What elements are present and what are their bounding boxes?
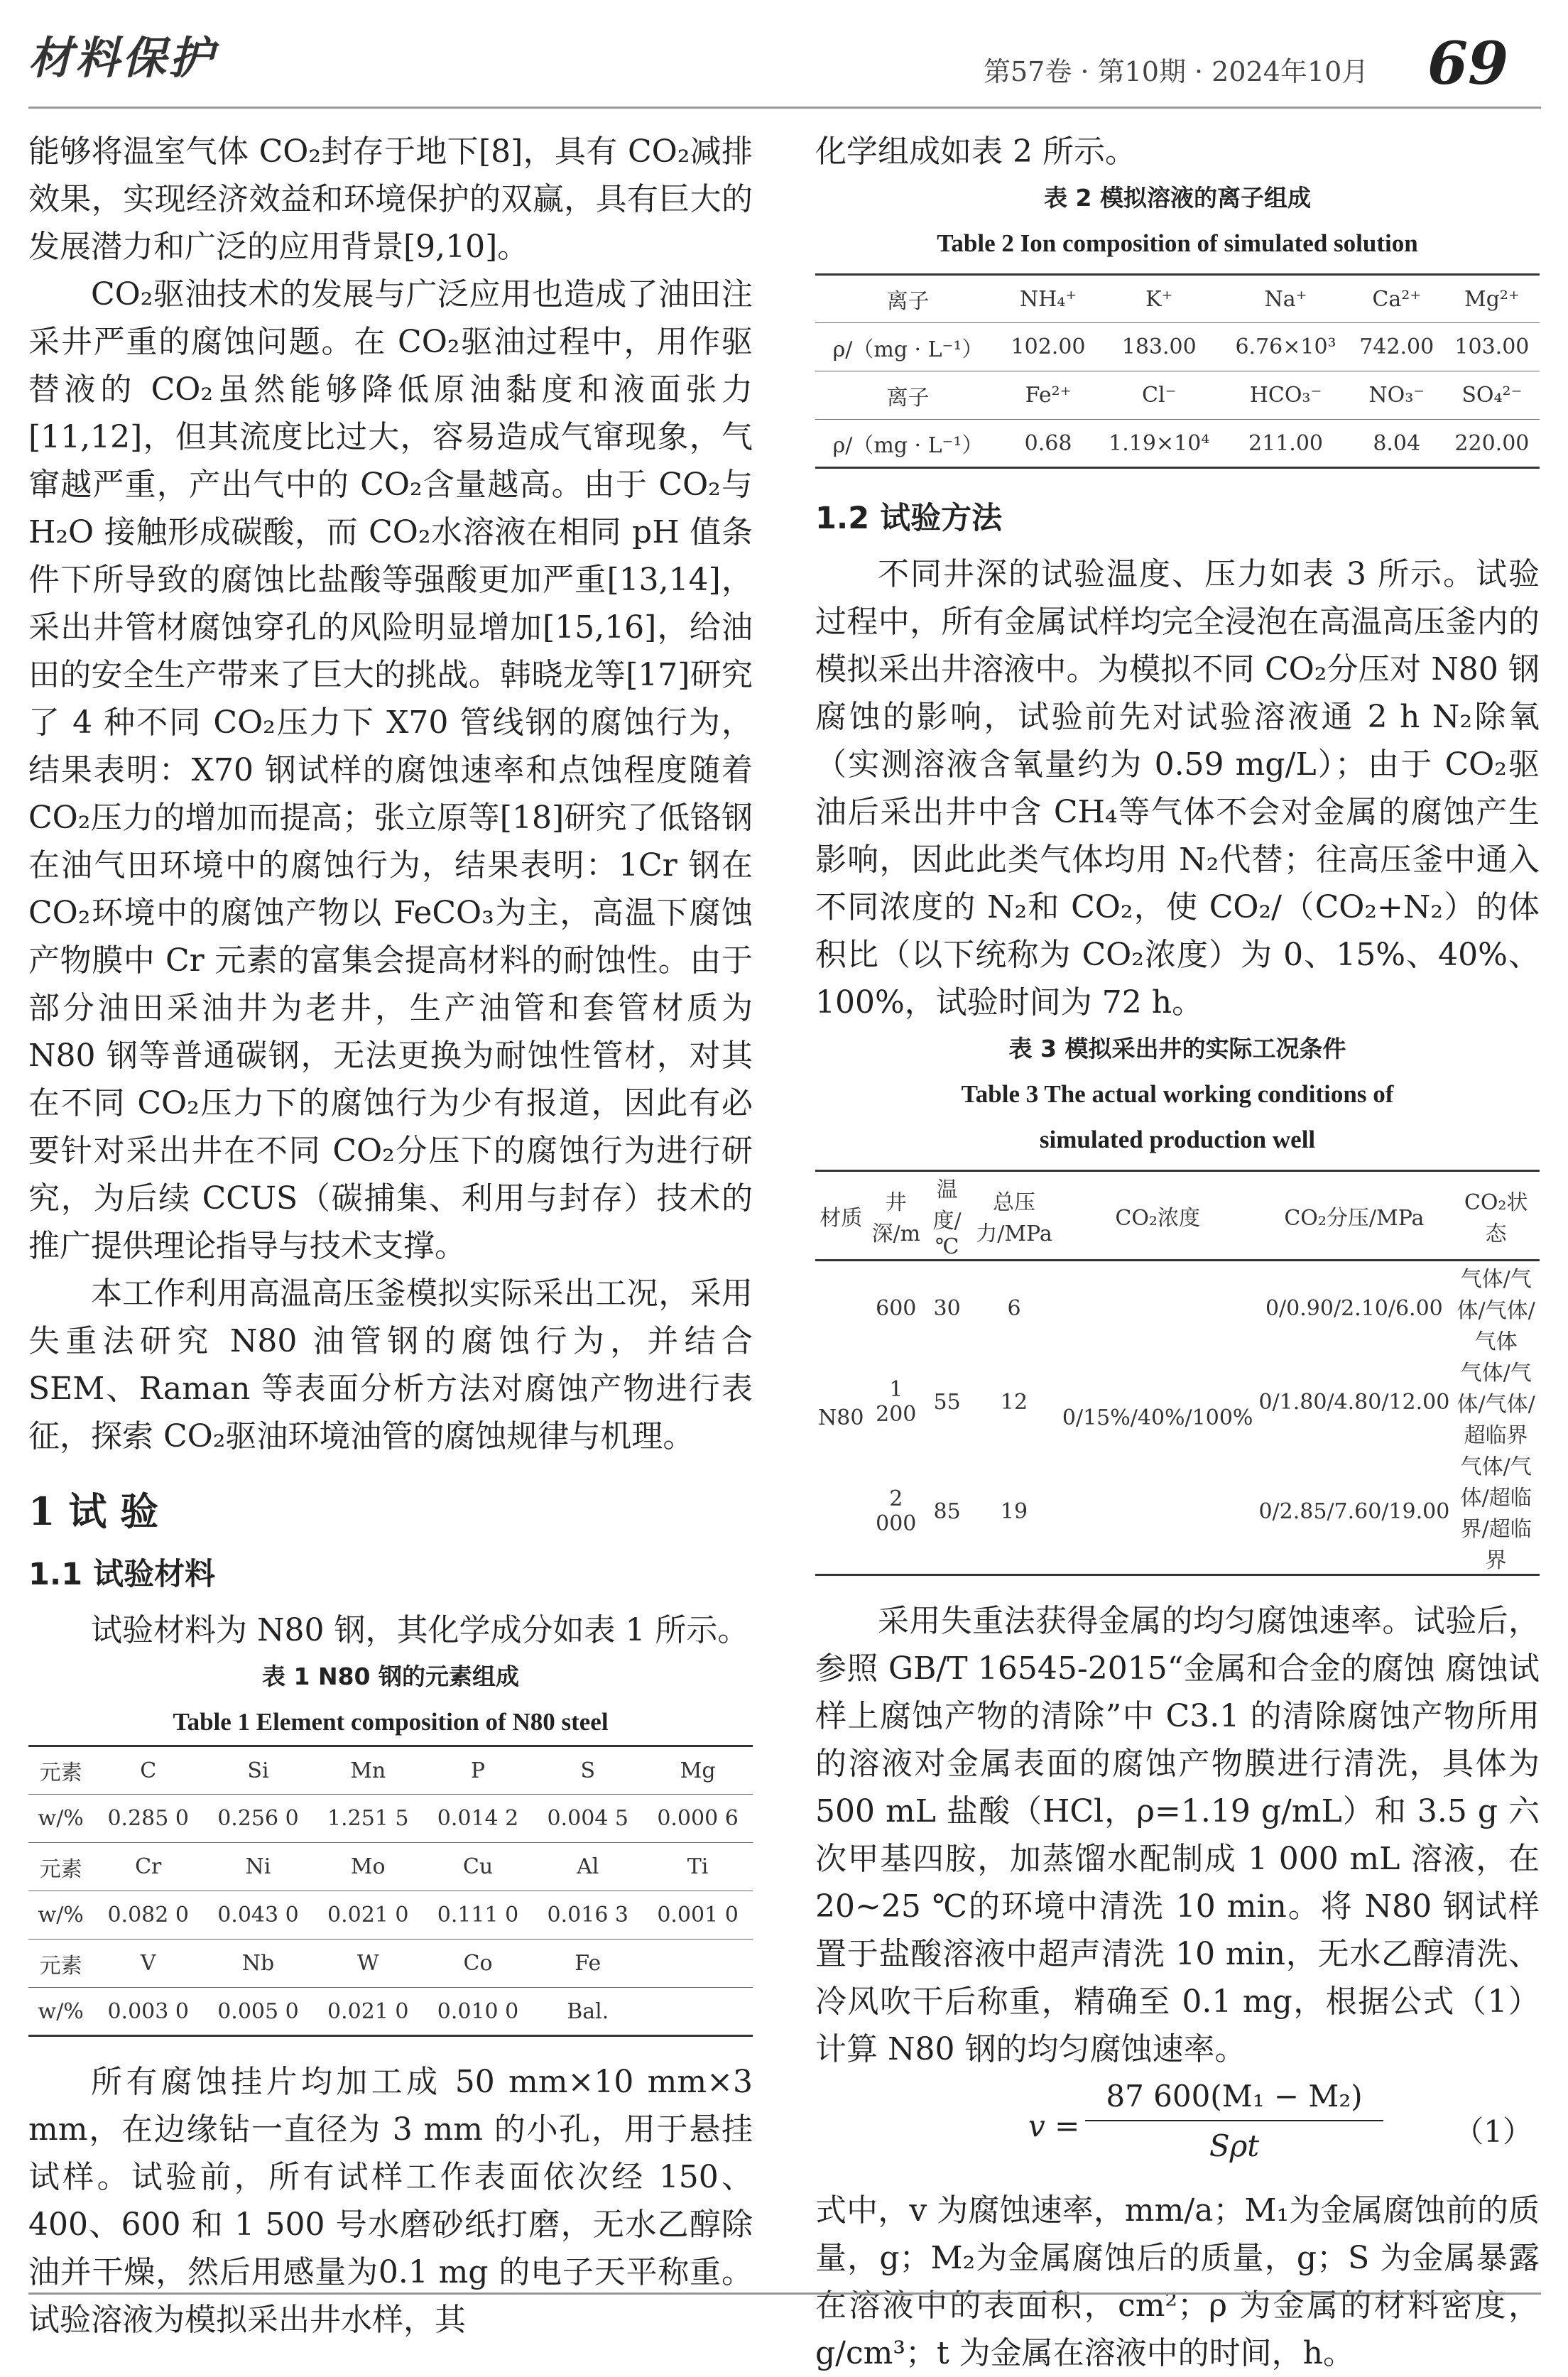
table-cell: 6.76×10³ [1235,334,1336,359]
table-cell: 气体/气体/超临界/超临界 [1460,1454,1532,1573]
table-header: 材质 [820,1205,863,1231]
table-cell: 183.00 [1121,334,1197,359]
table-cell: ρ/（mg · L⁻¹） [832,433,984,458]
page-header [0,0,1568,107]
table-cell: 742.00 [1359,334,1434,359]
table-cell: 0.005 0 [217,1998,299,2024]
table-cell: 19 [1000,1498,1028,1524]
table-cell: ρ/（mg · L⁻¹） [832,337,984,362]
table-cell: 0.043 0 [217,1903,299,1927]
fraction-bar [1085,2120,1383,2121]
table-cell: Mg [680,1758,716,1783]
table-cell: 离子 [886,289,930,314]
table-cell: 0.003 0 [107,1998,189,2024]
left-column [28,128,753,2344]
table-cell: w/% [38,1806,84,1831]
table-cell: 0/0.90/2.10/6.00 [1265,1295,1443,1321]
table-cell: 0.001 0 [657,1903,739,1927]
table-cell: NH₄⁺ [1019,286,1077,312]
table-cell: 211.00 [1248,430,1323,456]
table-cell: Cu [462,1854,494,1879]
table-cell: V [140,1951,156,1976]
table-cell: 1 200 [876,1377,917,1427]
table-cell: 2 000 [876,1486,917,1536]
table-cell: Fe²⁺ [1025,383,1072,408]
paragraph: 试验材料为 N80 钢，其化学成分如表 1 所示。 [91,1612,749,1648]
header-rule [28,107,1541,109]
paragraph: 本工作利用高温高压釜模拟实际采出工况，采用失重法研究 N80 油管钢的腐蚀行为，并结合 SEM、Raman 等表面分析方法对腐蚀产物进行表征，探索 CO₂驱油环境油管的腐蚀规律与机理。 [28,1275,753,1454]
table-cell: 0/2.85/7.60/19.00 [1258,1498,1450,1524]
table-cell: 0.111 0 [437,1903,519,1927]
subsection-heading: 1.1 试验材料 [28,1557,216,1592]
equation-numerator: 87 600(M₁ − M₂) [1106,2079,1363,2114]
subsection-heading: 1.2 试验方法 [815,501,1003,536]
right-column [815,128,1540,2377]
table-header: 总压力/MPa [976,1190,1052,1246]
table-cell: 8.04 [1373,430,1421,456]
table1 [28,1745,753,2037]
table-cell: 0.021 0 [327,1903,409,1927]
page-number: 69 [1427,30,1509,98]
table-cell: Ti [687,1854,709,1879]
paragraph: 所有腐蚀挂片均加工成 50 mm×10 mm×3 mm，在边缘钻一直径为 3 mm 的小孔，用于悬挂试样。试验前，所有试样工作表面依次经 150、400、600 和 1 500 号水磨砂纸打磨，无水乙醇除油并干燥，然后用感量为0.1 mg 的电子天平称重。试验溶液为模拟采出井水样，其 [28,2064,753,2338]
table-cell: 元素 [39,1856,82,1882]
table2-caption-en: Table 2 Ion composition of simulated solution [937,229,1418,257]
journal-logo: 材料保护 [28,32,217,84]
table-cell: 离子 [886,385,930,410]
table-cell: 0.68 [1024,430,1072,456]
table-cell: 0/1.80/4.80/12.00 [1258,1389,1450,1415]
equation-1 [815,2073,1540,2187]
table3-caption-en: Table 3 The actual working conditions of [961,1080,1394,1108]
table-cell: 1.251 5 [327,1806,409,1831]
table-header: CO₂分压/MPa [1284,1205,1425,1231]
paragraph: 采用失重法获得金属的均匀腐蚀速率。试验后，参照 GB/T 16545-2015“金属和合金的腐蚀 腐蚀试样上腐蚀产物的清除”中 C3.1 的清除腐蚀产物所用的溶液对金属表面的腐蚀产物膜进行清洗，具体为 500 mL 盐酸（HCl，ρ=1.19 g/mL）和 3.5 g 六次甲基四胺，加蒸馏水配制成 1 000 mL 溶液，在 20~25 ℃的环境中清洗 10 min。将 N80 钢试样置于盐酸溶液中超声清洗 10 min，无水乙醇清洗、冷风吹干后称重，精确至 0.1 mg，根据公式（1）计算 N80 钢的均匀腐蚀速率。 [815,1603,1540,2067]
table-cell: K⁺ [1145,286,1173,312]
issue-info: 第57卷 · 第10期 · 2024年10月 [984,56,1369,87]
table-cell [643,1988,753,2036]
equation-lhs: v = [1028,2109,1080,2143]
table3 [815,1170,1540,1576]
table-cell: Nb [241,1951,275,1976]
table-cell: 600 [876,1295,917,1321]
table-cell: Co [463,1951,493,1976]
footer-rule [28,2292,1541,2295]
table-cell: 103.00 [1454,334,1530,359]
table-cell: 元素 [39,1953,82,1979]
table-header: CO₂浓度 [1115,1205,1200,1231]
table-cell: 55 [933,1389,961,1415]
table-cell: Si [247,1758,269,1783]
equation-number: （1） [1454,2114,1532,2149]
table-cell: 1.19×10⁴ [1109,430,1210,456]
table-cell: Al [577,1854,599,1879]
equation-denominator: Sρt [1209,2128,1260,2163]
table-cell: 0.004 5 [547,1806,629,1831]
table-cell [643,1940,753,1988]
table-cell: 0.010 0 [437,1998,519,2024]
table-cell: SO₄²⁻ [1461,383,1523,408]
table-cell: 0.016 3 [547,1903,629,1927]
table-cell: 6 [1007,1295,1021,1321]
paragraph: 不同井深的试验温度、压力如表 3 所示。试验过程中，所有金属试样均完全浸泡在高温高压釜内的模拟采出井溶液中。为模拟不同 CO₂分压对 N80 钢腐蚀的影响，试验前先对试验溶液通 2 h N₂除氧（实测溶液含氧量约为 0.59 mg/L）；由于 CO₂驱油后采出井中含 CH₄等气体不会对金属的腐蚀产生影响，因此此类气体均用 N₂代替；往高压釜中通入不同浓度的 N₂和 CO₂，使 CO₂/（CO₂+N₂）的体积比（以下统称为 CO₂浓度）为 0、15%、40%、100%，试验时间为 72 h。 [815,556,1540,1021]
section-heading: 1 试 验 [28,1489,159,1534]
table2-caption-cn: 表 2 模拟溶液的离子组成 [1044,184,1311,212]
paragraph: CO₂驱油技术的发展与广泛应用也造成了油田注采井严重的腐蚀问题。在 CO₂驱油过程中，用作驱替液的 CO₂虽然能够降低原油黏度和液面张力[11,12]，但其流度比过大，容易造成气窜现象，气窜越严重，产出气中的 CO₂含量越高。由于 CO₂与 H₂O 接触形成碳酸，而 CO₂水溶液在相同 pH 值条件下所导致的腐蚀比盐酸等强酸更加严重[13,14]，采出井管材腐蚀穿孔的风险明显增加[15,16]，给油田的安全生产带来了巨大的挑战。韩晓龙等[17]研究了 4 种不同 CO₂压力下 X70 管线钢的腐蚀行为，结果表明：X70 钢试样的腐蚀速率和点蚀程度随着 CO₂压力的增加而提高；张立原等[18]研究了低铬钢在油气田环境中的腐蚀行为，结果表明：1Cr 钢在 CO₂环境中的腐蚀产物以 FeCO₃为主，高温下腐蚀产物膜中 Cr 元素的富集会提高材料的耐蚀性。由于部分油田采油井为老井，生产油管和套管材质为 N80 钢等普通碳钢，无法更换为耐蚀性管材，对其在不同 CO₂压力下的腐蚀行为少有报道，因此有必要针对采出井在不同 CO₂分压下的腐蚀行为进行研究，为后续 CCUS（碳捕集、利用与封存）技术的推广提供理论指导与技术支撑。 [28,276,753,1264]
table-cell: Na⁺ [1264,286,1307,312]
table-cell: Mg²⁺ [1464,286,1520,312]
table-cell: Ni [245,1854,271,1879]
table-cell: 0.021 0 [327,1998,409,2024]
paragraph: 能够将温室气体 CO₂封存于地下[8]，具有 CO₂减排效果，实现经济效益和环境保护的双赢，具有巨大的发展潜力和广泛的应用背景[9,10]。 [28,134,753,265]
table-cell: Mo [350,1854,386,1879]
table-cell: 30 [933,1295,961,1321]
table-cell: Mn [350,1758,386,1783]
table-cell: Ca²⁺ [1372,286,1422,312]
table3-caption-cn: 表 3 模拟采出井的实际工况条件 [1008,1035,1346,1062]
table-cell: Fe [575,1951,601,1976]
table-cell: 元素 [39,1761,82,1785]
table-cell: W [356,1951,379,1976]
table1-caption-en: Table 1 Element composition of N80 steel [173,1708,609,1736]
table-cell: 0.082 0 [107,1903,189,1927]
table-cell: 220.00 [1454,430,1530,456]
table-cell: 12 [1000,1389,1028,1415]
paragraph: 化学组成如表 2 所示。 [815,134,1136,170]
table-cell: C [140,1758,157,1783]
table-cell: 0.256 0 [217,1806,299,1831]
table-cell: 0.014 2 [437,1806,519,1831]
table-cell: Cr [135,1854,162,1879]
table-cell: 0.000 6 [657,1806,739,1831]
table3-caption-en: simulated production well [1039,1126,1316,1153]
table-cell: HCO₃⁻ [1249,383,1322,408]
table-cell: NO₃⁻ [1368,383,1425,408]
paragraph: 式中，v 为腐蚀速率，mm/a；M₁为金属腐蚀前的质量，g；M₂为金属腐蚀后的质量，g；S 为金属暴露在溶液中的表面积，cm²；ρ 为金属的材料密度，g/cm³；t 为金属在溶液中的时间，h。 [815,2192,1540,2371]
table2 [815,273,1540,469]
table-header: CO₂状态 [1464,1190,1528,1246]
table1-caption-cn: 表 1 N80 钢的元素组成 [262,1663,519,1690]
table-cell: w/% [38,1903,84,1927]
table-cell: N80 [818,1405,864,1430]
table-cell: 85 [933,1498,961,1524]
table-header: 温度/℃ [932,1177,962,1259]
table-cell: w/% [38,1998,84,2024]
table-header: 井深/m [871,1190,921,1246]
table-cell: 102.00 [1011,334,1086,359]
table-cell: 气体/气体/气体/超临界 [1457,1361,1535,1448]
table-cell: 0/15%/40%/100% [1062,1405,1253,1430]
table-cell: S [580,1758,596,1783]
table-cell: P [470,1758,486,1783]
table-cell: 气体/气体/气体/气体 [1457,1267,1535,1354]
table-cell: Bal. [567,1998,609,2024]
table-cell: Cl⁻ [1142,383,1177,408]
table-cell: 0.285 0 [107,1806,189,1831]
